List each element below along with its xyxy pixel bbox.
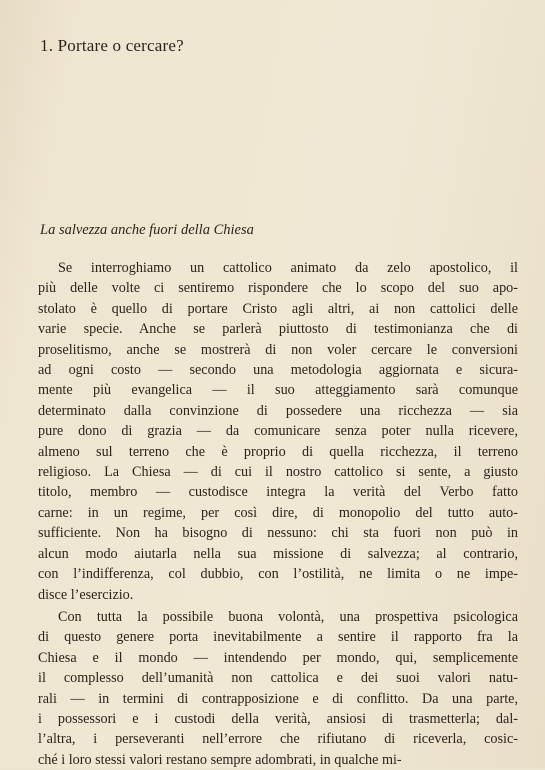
text-line: disce l’esercizio.	[38, 586, 134, 603]
text-line: rali — in termini di contrapposizione e di conflitto. Da una parte,	[38, 690, 518, 707]
text-line: di questo genere porta inevitabilmente a sentire il rapporto fra la	[38, 629, 518, 646]
text-line: l’altra, i perseveranti nell’errore che rifiutano di riceverla, cosic-	[38, 731, 518, 748]
text-line: Chiesa e il mondo — intendendo per mondo, qui, semplicemente	[38, 649, 518, 666]
chapter-title: 1. Portare o cercare?	[40, 36, 184, 55]
text-line: pure dono di grazia — da comunicare senza poter nulla ricevere,	[38, 423, 518, 440]
text-line: proselitismo, anche se mostrerà di non voler cercare le conversioni	[38, 341, 518, 358]
text-line: mente più evangelica — il suo atteggiamento sarà comunque	[38, 382, 518, 399]
text-line: religioso. La Chiesa — di cui il nostro cattolico si sente, a giusto	[38, 464, 518, 481]
text-line: titolo, membro — custodisce integra la verità del Verbo fatto	[38, 484, 518, 501]
text-line: almeno sul terreno che è proprio di quella ricchezza, il terreno	[38, 443, 518, 460]
text-line: ché i loro stessi valori restano sempre adombrati, in qualche mi-	[38, 751, 402, 768]
text-line: sufficiente. Non ha bisogno di nessuno: chi sta fuori non può in	[38, 525, 518, 542]
section-title: La salvezza anche fuori della Chiesa	[40, 222, 254, 238]
body-text	[38, 258, 518, 770]
text-line: i possessori e i custodi della verità, ansiosi di trasmetterla; dal-	[38, 710, 518, 727]
text-line: il complesso dell’umanità non cattolica e dei suoi valori natu-	[38, 670, 518, 687]
text-line: Se interroghiamo un cattolico animato da zelo apostolico, il	[58, 260, 518, 276]
text-line: ad ogni costo — secondo una metodologia aggiornata e sicura-	[38, 362, 518, 379]
text-line: carne: in un regime, per così dire, di monopolio del tutto auto-	[38, 504, 518, 521]
paragraph	[38, 607, 518, 770]
text-line: più delle volte ci sentiremo rispondere che lo scopo del suo apo-	[38, 280, 518, 297]
text-line: con l’indifferenza, col dubbio, con l’ostilità, ne limita o ne impe-	[38, 566, 518, 583]
paragraph	[38, 258, 518, 605]
text-line: determinato dalla convinzione di possedere una ricchezza — sia	[38, 402, 518, 419]
text-line: varie specie. Anche se parlerà piuttosto di testimonianza che di	[38, 321, 518, 338]
text-line: alcun modo aiutarla nella sua missione di salvezza; al contrario,	[38, 545, 518, 562]
text-line: Con tutta la possibile buona volontà, una prospettiva psicologica	[58, 608, 518, 625]
text-line: stolato è quello di portare Cristo agli altri, ai non cattolici delle	[38, 300, 518, 317]
